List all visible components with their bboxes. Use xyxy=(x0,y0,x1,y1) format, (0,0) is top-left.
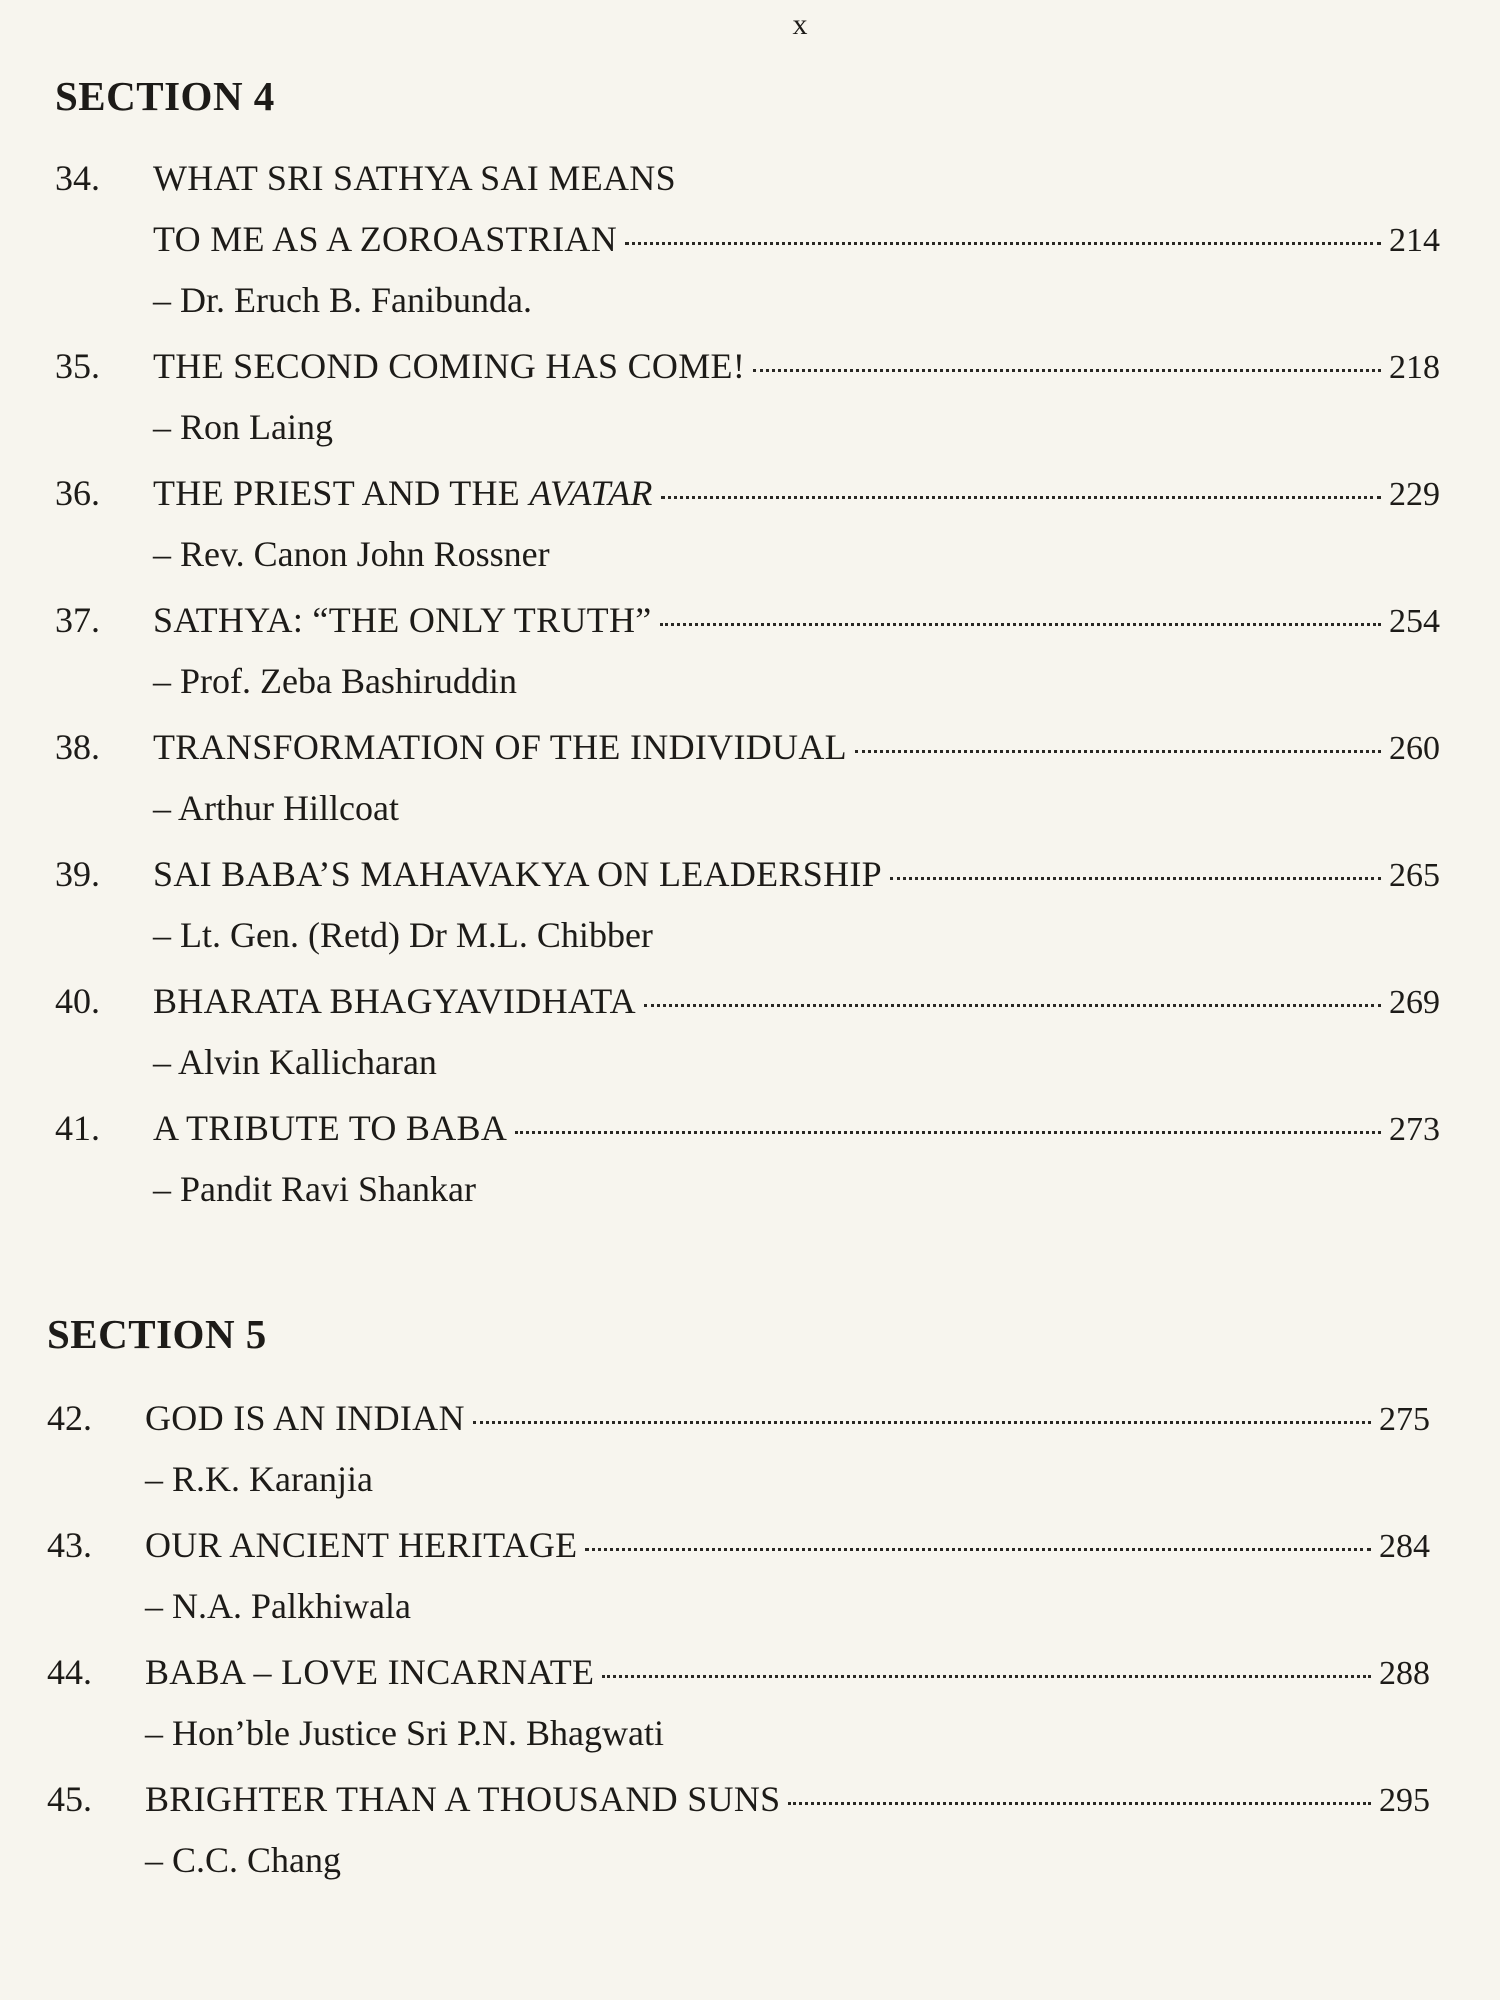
entry-author: – C.C. Chang xyxy=(145,1840,342,1880)
entry-number: 38. xyxy=(55,727,100,767)
dot-leader xyxy=(660,623,1381,626)
toc-entry-37 xyxy=(55,602,1440,729)
entry-page-number: 218 xyxy=(1389,349,1440,386)
entry-number: 36. xyxy=(55,473,100,513)
page-number: x xyxy=(792,8,808,41)
entry-page-number: 214 xyxy=(1389,222,1440,259)
entry-page-number: 295 xyxy=(1379,1782,1430,1819)
toc-entry-36 xyxy=(55,475,1440,602)
dot-leader xyxy=(644,1004,1381,1007)
entry-number: 45. xyxy=(47,1779,92,1819)
toc-entry-39 xyxy=(55,856,1440,983)
entry-author: – Prof. Zeba Bashiruddin xyxy=(153,661,517,701)
dot-leader xyxy=(753,369,1381,372)
entry-number: 41. xyxy=(55,1108,100,1148)
entry-author: – Dr. Eruch B. Fanibunda. xyxy=(153,280,532,320)
entry-number: 44. xyxy=(47,1652,92,1692)
entry-number: 34. xyxy=(55,158,100,198)
entry-number: 39. xyxy=(55,854,100,894)
entry-title: SATHYA: “THE ONLY TRUTH” xyxy=(153,600,652,640)
entry-page-number: 269 xyxy=(1389,984,1440,1021)
toc-entry-43 xyxy=(47,1527,1430,1654)
toc-entry-40 xyxy=(55,983,1440,1110)
entry-author: – N.A. Palkhiwala xyxy=(145,1586,411,1626)
dot-leader xyxy=(855,750,1381,753)
entry-page-number: 254 xyxy=(1389,603,1440,640)
entry-title: TRANSFORMATION OF THE INDIVIDUAL xyxy=(153,727,847,767)
entry-number: 35. xyxy=(55,346,100,386)
entry-page-number: 275 xyxy=(1379,1401,1430,1438)
section-heading: SECTION 5 xyxy=(47,1311,267,1357)
section-5 xyxy=(47,1310,1430,1908)
toc-entry-45 xyxy=(47,1781,1430,1908)
dot-leader xyxy=(585,1548,1371,1551)
entry-title-line1: WHAT SRI SATHYA SAI MEANS xyxy=(153,158,676,198)
toc-entry-35 xyxy=(55,348,1440,475)
entry-title: TO ME AS A ZOROASTRIAN xyxy=(153,219,618,259)
toc-entry-38 xyxy=(55,729,1440,856)
entry-author: – R.K. Karanjia xyxy=(145,1459,373,1499)
entry-author: – Alvin Kallicharan xyxy=(153,1042,437,1082)
entry-title: BHARATA BHAGYAVIDHATA xyxy=(153,981,636,1021)
entry-title: SAI BABA’S MAHAVAKYA ON LEADERSHIP xyxy=(153,854,882,894)
dot-leader xyxy=(661,496,1381,499)
dot-leader xyxy=(515,1131,1381,1134)
entry-author: – Arthur Hillcoat xyxy=(153,788,399,828)
entry-title: GOD IS AN INDIAN xyxy=(145,1398,465,1438)
dot-leader xyxy=(602,1675,1371,1678)
entry-page-number: 273 xyxy=(1389,1111,1440,1148)
entry-page-number: 229 xyxy=(1389,476,1440,513)
entry-title-roman: THE PRIEST AND THE xyxy=(153,473,530,513)
entry-title: BRIGHTER THAN A THOUSAND SUNS xyxy=(145,1779,781,1819)
section-heading: SECTION 4 xyxy=(55,73,275,119)
entry-title: A TRIBUTE TO BABA xyxy=(153,1108,508,1148)
entry-author: – Ron Laing xyxy=(153,407,333,447)
entry-page-number: 284 xyxy=(1379,1528,1430,1565)
entry-author: – Hon’ble Justice Sri P.N. Bhagwati xyxy=(145,1713,664,1753)
entry-title: OUR ANCIENT HERITAGE xyxy=(145,1525,578,1565)
dot-leader xyxy=(473,1421,1371,1424)
entry-title-italic: AVATAR xyxy=(529,473,653,513)
entry-title: BABA – LOVE INCARNATE xyxy=(145,1652,595,1692)
entry-page-number: 288 xyxy=(1379,1655,1430,1692)
entry-author: – Rev. Canon John Rossner xyxy=(153,534,550,574)
entry-number: 43. xyxy=(47,1525,92,1565)
dot-leader xyxy=(625,242,1381,245)
entry-author: – Pandit Ravi Shankar xyxy=(153,1169,476,1209)
entry-page-number: 260 xyxy=(1389,730,1440,767)
toc-entry-42 xyxy=(47,1400,1430,1527)
toc-entry-41 xyxy=(55,1110,1440,1237)
entry-page-number: 265 xyxy=(1389,857,1440,894)
entry-author: – Lt. Gen. (Retd) Dr M.L. Chibber xyxy=(153,915,653,955)
toc-entry-34 xyxy=(55,160,1440,348)
entry-number: 40. xyxy=(55,981,100,1021)
entry-number: 37. xyxy=(55,600,100,640)
dot-leader xyxy=(788,1802,1371,1805)
dot-leader xyxy=(890,877,1381,880)
entry-title: THE SECOND COMING HAS COME! xyxy=(153,346,746,386)
entry-number: 42. xyxy=(47,1398,92,1438)
toc-entry-44 xyxy=(47,1654,1430,1781)
section-4 xyxy=(55,72,1440,1237)
entry-title xyxy=(153,475,653,511)
